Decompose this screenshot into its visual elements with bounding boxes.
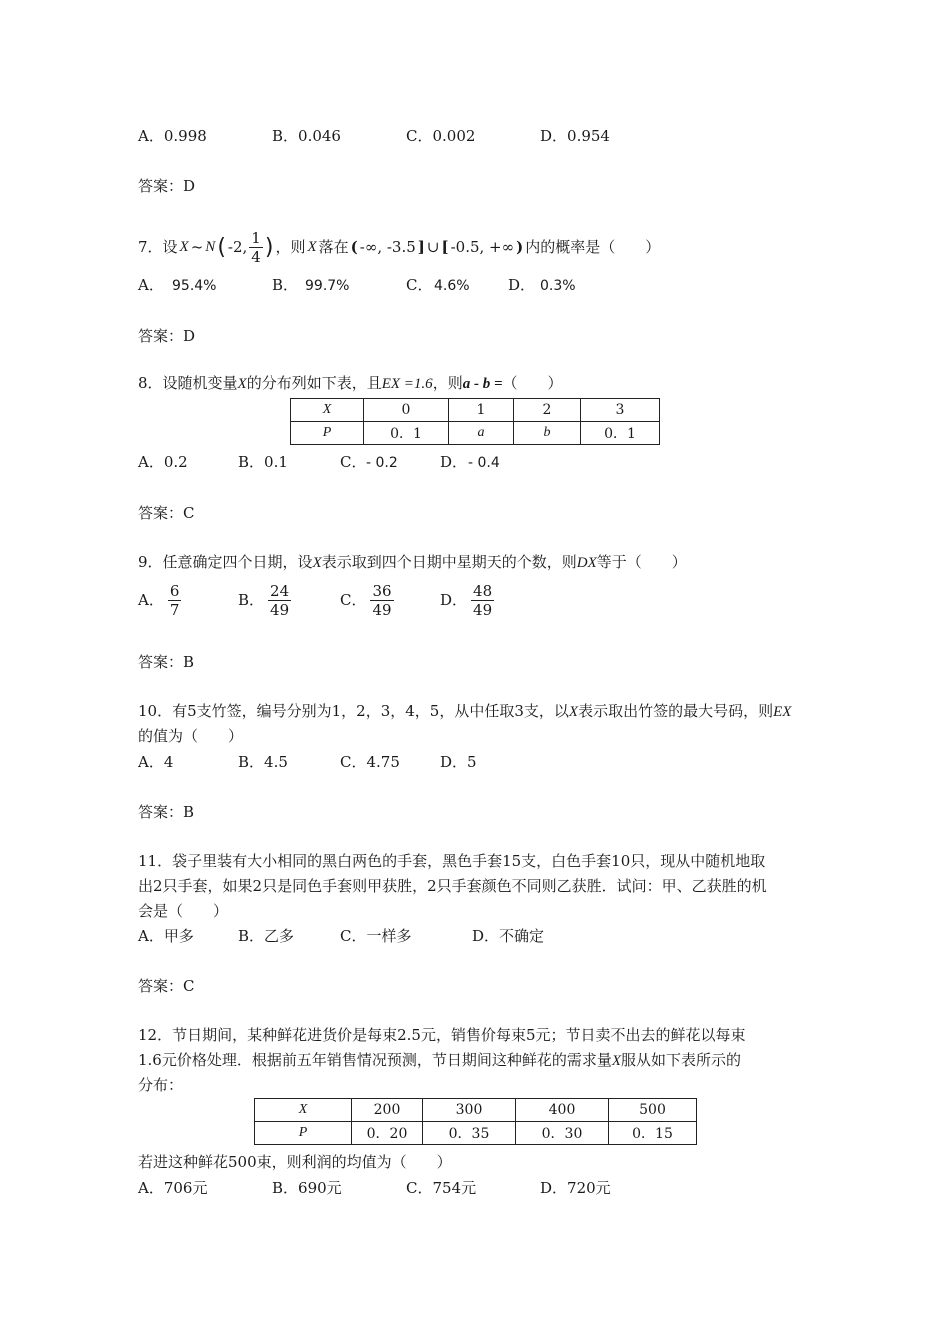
q6-answer: 答案：D xyxy=(138,177,196,195)
q8-option-d-label: D． xyxy=(440,453,468,471)
q9-question xyxy=(138,555,687,571)
q10-answer: 答案：B xyxy=(138,803,195,821)
q8-text-mid: 的分布列如下表，且 xyxy=(246,374,382,392)
q8-text-mid2: ，则 xyxy=(432,374,463,392)
q7-frac-den: 4 xyxy=(251,248,261,266)
q7-mu: -2, xyxy=(227,238,248,256)
q9-b-den: 49 xyxy=(270,601,290,619)
q9-dx: DX xyxy=(576,555,597,571)
q8-expr: a - b = xyxy=(462,376,503,392)
q10-option-d: D．5 xyxy=(440,753,477,771)
q9-c-den: 49 xyxy=(372,601,392,619)
q9-option-c-label: C． xyxy=(340,591,367,609)
table-row xyxy=(291,422,660,445)
q8-option-a: A．0.2 xyxy=(138,453,188,471)
q12-cell: 0．20 xyxy=(352,1122,423,1145)
q7-interval1-open: ( xyxy=(350,238,358,256)
q9-option-a-fraction xyxy=(168,582,182,619)
q7-interval1-close: ] xyxy=(417,238,425,256)
q9-var-x: X xyxy=(312,555,322,571)
q12-option-c: C．754元 xyxy=(406,1179,477,1197)
q8-cell-p: P xyxy=(291,422,364,445)
q9-option-b-label: B． xyxy=(238,591,265,609)
q9-a-num: 6 xyxy=(169,582,180,600)
q7-number: 7．设 xyxy=(138,238,178,256)
q11-option-b: B．乙多 xyxy=(238,927,295,945)
q12-option-d: D．720元 xyxy=(540,1179,611,1197)
q7-question xyxy=(138,229,660,266)
q8-var-x: X xyxy=(237,376,247,392)
q12-cell: 200 xyxy=(352,1099,423,1122)
q11-line2: 出2只手套，如果2只是同色手套则甲获胜，2只手套颜色不同则乙获胜．试问：甲、乙获胜的机 xyxy=(138,877,767,895)
q9-a-den: 7 xyxy=(169,601,180,619)
q7-fall: 落在 xyxy=(318,238,349,256)
q10-var-x: X xyxy=(568,704,579,720)
q12-cell-p: P xyxy=(255,1122,352,1145)
q12-cell: 0．30 xyxy=(516,1122,609,1145)
q6-option-a: A．0.998 xyxy=(138,127,207,145)
q10-ex: EX xyxy=(773,704,792,720)
q8-cell: 2 xyxy=(514,399,581,422)
q9-option-a xyxy=(138,582,181,619)
q9-option-d xyxy=(440,582,494,619)
q9-text2: 表示取到四个日期中星期天的个数，则 xyxy=(321,553,577,571)
q7-option-d-label: D． xyxy=(508,276,536,294)
q7-option-b-label: B． xyxy=(272,276,299,294)
q7-interval2: -0.5, +∞ xyxy=(450,238,515,256)
q10-line1 xyxy=(138,704,791,720)
q12-line3: 分布： xyxy=(138,1076,184,1094)
q7-option-d-value: 0.3% xyxy=(540,278,576,294)
q8-option-d-value: - 0.4 xyxy=(468,455,500,471)
q12-line2-pre: 1.6元价格处理．根据前五年销售情况预测，节日期间这种鲜花的需求量 xyxy=(138,1051,612,1069)
q8-cell: 0．1 xyxy=(364,422,449,445)
q12-cell-x: X xyxy=(255,1099,352,1122)
q9-text: 9．任意确定四个日期，设 xyxy=(138,553,313,571)
table-row xyxy=(255,1099,697,1122)
q7-answer: 答案：D xyxy=(138,327,196,345)
q9-option-c xyxy=(340,582,394,619)
q8-ex: EX =1.6 xyxy=(381,376,433,392)
q7-interval2-open: [ xyxy=(441,238,449,256)
q10-option-b: B．4.5 xyxy=(238,753,288,771)
q7-sim: ~ xyxy=(190,238,204,256)
q10-option-a: A．4 xyxy=(138,753,174,771)
q8-cell: 0 xyxy=(364,399,449,422)
q9-d-num: 48 xyxy=(473,582,493,600)
q7-option-a-value: 95.4% xyxy=(172,278,217,294)
q9-d-den: 49 xyxy=(473,601,493,619)
q10-option-c: C．4.75 xyxy=(340,753,400,771)
q11-line1: 11．袋子里装有大小相同的黑白两色的手套，黑色手套15支，白色手套10只，现从中随机地取 xyxy=(138,852,766,870)
q8-cell: 1 xyxy=(449,399,514,422)
q8-question xyxy=(138,376,563,392)
q6-option-b: B．0.046 xyxy=(272,127,341,145)
q7-fraction xyxy=(249,229,263,266)
q8-paren: （ ） xyxy=(502,374,563,392)
q11-option-d: D．不确定 xyxy=(472,927,545,945)
q12-distribution-table xyxy=(254,1098,697,1145)
q8-cell: 3 xyxy=(581,399,660,422)
q7-frac-num: 1 xyxy=(251,229,261,247)
q12-cell: 0．35 xyxy=(423,1122,516,1145)
q7-option-a-label: A． xyxy=(138,276,164,294)
q8-cell-a: a xyxy=(449,422,514,445)
q11-option-a: A．甲多 xyxy=(138,927,194,945)
q11-answer: 答案：C xyxy=(138,977,195,995)
q7-var-x: X xyxy=(179,239,189,255)
q8-distribution-table xyxy=(290,398,660,445)
q6-option-d: D．0.954 xyxy=(540,127,610,145)
q7-var-n: N xyxy=(205,239,216,255)
q9-option-d-label: D． xyxy=(440,591,468,609)
q7-union: ∪ xyxy=(426,238,440,256)
q12-option-a: A．706元 xyxy=(138,1179,208,1197)
q6-option-c: C．0.002 xyxy=(406,127,476,145)
q12-line4: 若进这种鲜花500束，则利润的均值为（ ） xyxy=(138,1153,452,1171)
q8-option-c-value: - 0.2 xyxy=(366,455,398,471)
q7-tail: 内的概率是（ ） xyxy=(525,238,661,256)
q12-cell: 400 xyxy=(516,1099,609,1122)
q7-option-b-value: 99.7% xyxy=(305,278,350,294)
q7-var-x2: X xyxy=(307,239,317,255)
q7-interval2-close: ) xyxy=(516,238,524,256)
q7-close-paren: ) xyxy=(264,234,274,260)
q7-mid: ，则 xyxy=(275,238,306,256)
q9-option-a-label: A． xyxy=(138,591,164,609)
table-row xyxy=(291,399,660,422)
q10-line1-pre: 10．有5支竹签，编号分别为1，2，3，4，5，从中任取3支，以 xyxy=(138,702,569,720)
q9-option-b xyxy=(238,582,291,619)
q12-line2 xyxy=(138,1053,741,1069)
q7-option-c-label: C． xyxy=(406,276,433,294)
q12-line1: 12．节日期间，某种鲜花进货价是每束2.5元，销售价每束5元；节日卖不出去的鲜花以每束 xyxy=(138,1026,746,1044)
q9-option-d-fraction xyxy=(471,582,494,619)
q8-cell-x: X xyxy=(291,399,364,422)
q8-option-c-label: C． xyxy=(340,453,367,471)
q9-option-c-fraction xyxy=(370,582,393,619)
q9-text3: 等于（ ） xyxy=(596,553,687,571)
q12-cell: 0．15 xyxy=(609,1122,697,1145)
q11-line3: 会是（ ） xyxy=(138,902,229,920)
q7-option-c-value: 4.6% xyxy=(434,278,470,294)
q7-interval1: -∞, -3.5 xyxy=(359,238,416,256)
q9-answer: 答案：B xyxy=(138,653,195,671)
table-row xyxy=(255,1122,697,1145)
q10-line2: 的值为（ ） xyxy=(138,727,244,745)
q12-option-b: B．690元 xyxy=(272,1179,342,1197)
q8-answer: 答案：C xyxy=(138,504,195,522)
q9-option-b-fraction xyxy=(268,582,291,619)
q9-c-num: 36 xyxy=(372,582,392,600)
q12-cell: 300 xyxy=(423,1099,516,1122)
q10-line1-mid: 表示取出竹签的最大号码，则 xyxy=(578,702,774,720)
q8-text-pre: 8．设随机变量 xyxy=(138,374,238,392)
q8-cell-b: b xyxy=(514,422,581,445)
q9-b-num: 24 xyxy=(270,582,290,600)
q8-option-b: B．0.1 xyxy=(238,453,288,471)
q12-line2-post: 服从如下表所示的 xyxy=(621,1051,742,1069)
q12-var-x: X xyxy=(611,1053,622,1069)
q11-option-c: C．一样多 xyxy=(340,927,412,945)
q7-open-paren: ( xyxy=(217,234,226,260)
q12-cell: 500 xyxy=(609,1099,697,1122)
q8-cell: 0．1 xyxy=(581,422,660,445)
